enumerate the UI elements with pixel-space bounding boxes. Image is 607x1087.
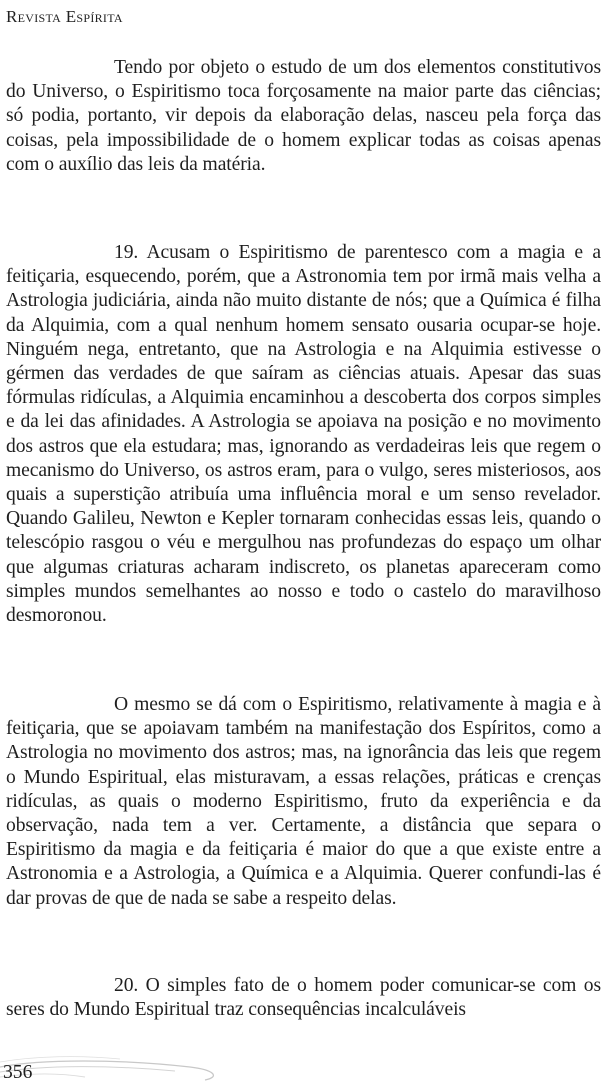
page-number: 356 [3, 1062, 33, 1083]
footer-swirl-icon [0, 1053, 260, 1087]
paragraph-3: O mesmo se dá com o Espiritismo, relativamente à magia e à feitiçaria, que se apoiavam também na manifestação dos Espíritos, como a Astrologia no movimento dos astros; mas, na ignorância das leis que regem o Mundo Espiritual, elas misturavam, a essas relações, práticas e crenças ridículas, as quais o moderno Espiritismo, fruto da experiência e da observação, nada tem a ver. Certamente, a distância que separa o Espiritismo da magia e da feitiçaria é maior do que a que existe entre a Astronomia e a Astrologia, a Química e a Alquimia. Querer confundi-las é dar provas de que de nada se sabe a respeito delas. [6, 694, 601, 909]
footer-ornament [0, 1053, 260, 1087]
running-head: Revista Espírita [6, 7, 123, 26]
paragraph-4: 20. O simples fato de o homem poder comunicar-se com os seres do Mundo Espiritual traz consequências incalculáveis [6, 975, 601, 1021]
paragraph-2: 19. Acusam o Espiritismo de parentesco com a magia e a feitiçaria, esquecendo, porém, que a Astronomia tem por irmã mais velha a Astrologia judiciária, ainda não muito distante de nós; que a Química é filha da Alquimia, com a qual nenhum homem sensato ousaria ocupar-se hoje. Ninguém nega, entretanto, que na Astrologia e na Alquimia estivesse o gérmen das verdades de que saíram as ciências atuais. Apesar das suas fórmulas ridículas, a Alquimia encaminhou a descoberta dos corpos simples e da lei das afinidades. A Astrologia se apoiava na posição e no movimento dos astros que ela estudara; mas, ignorando as verdadeiras leis que regem o mecanismo do Universo, os astros eram, para o vulgo, seres misteriosos, aos quais a superstição atribuía uma influência moral e um senso revelador. Quando Galileu, Newton e Kepler tornaram conhecidas essas leis, quando o telescópio rasgou o véu e mergulhou nas profundezas do espaço um olhar que algumas criaturas acharam indiscreto, os planetas apareceram como simples mundos semelhantes ao nosso e todo o castelo do maravilhoso desmoronou. [6, 242, 601, 627]
paragraph-1: Tendo por objeto o estudo de um dos elementos constitutivos do Universo, o Espiritismo toca forçosamente na maior parte das ciências; só podia, portanto, vir depois da elaboração delas, nasceu pela força das coisas, pela impossibilidade de o homem explicar todas as coisas apenas com o auxílio das leis da matéria. [6, 57, 601, 175]
